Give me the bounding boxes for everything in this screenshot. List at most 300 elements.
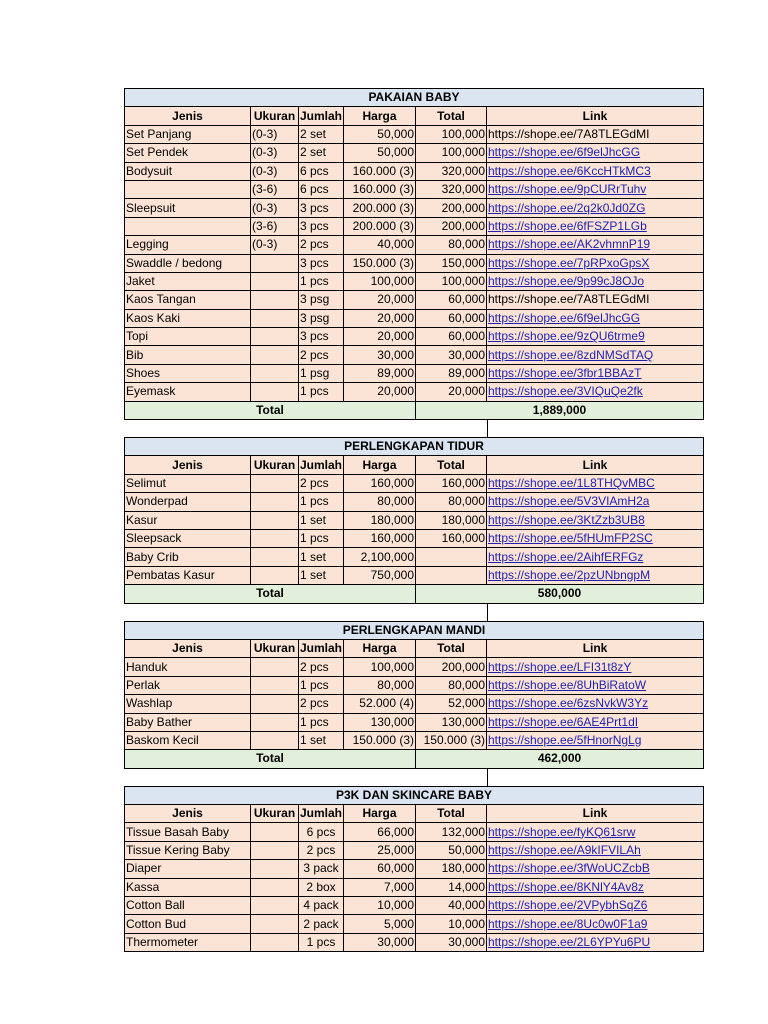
item-link[interactable]: https://shope.ee/2pzUNbngpM <box>488 567 651 582</box>
item-link-cell <box>487 713 704 731</box>
item-qty: 2 pcs <box>299 236 344 254</box>
item-link[interactable]: https://shope.ee/7A8TLEGdMI <box>488 292 650 307</box>
item-link[interactable]: https://shope.ee/6f9elJhcGG <box>488 310 641 325</box>
item-row <box>125 897 704 915</box>
section-gap <box>124 420 703 437</box>
item-price: 89,000 <box>344 364 416 382</box>
item-size <box>251 860 299 878</box>
item-name: Sleepsack <box>125 529 251 547</box>
item-name <box>125 180 251 198</box>
item-price: 20,000 <box>344 291 416 309</box>
total-label: Total <box>125 401 416 419</box>
item-row <box>125 291 704 309</box>
item-size <box>251 548 299 566</box>
column-header-link: Link <box>487 805 704 823</box>
item-name: Bib <box>125 346 251 364</box>
item-total: 200,000 <box>416 658 487 676</box>
item-row <box>125 272 704 290</box>
item-total: 320,000 <box>416 180 487 198</box>
item-link[interactable]: https://shope.ee/5fHUmFP2SC <box>488 531 653 546</box>
item-size <box>251 823 299 841</box>
item-total: 100,000 <box>416 272 487 290</box>
item-link-cell <box>487 841 704 859</box>
item-price: 60,000 <box>344 860 416 878</box>
item-link-cell <box>487 199 704 217</box>
item-link[interactable]: https://shope.ee/6AE4Prt1dI <box>488 714 639 729</box>
item-row <box>125 511 704 529</box>
column-header-jenis: Jenis <box>125 805 251 823</box>
section-table <box>124 88 704 420</box>
item-price: 160.000 (3) <box>344 180 416 198</box>
column-header-row <box>125 456 704 474</box>
item-name: Washlap <box>125 695 251 713</box>
item-size <box>251 529 299 547</box>
item-link-cell <box>487 346 704 364</box>
item-link[interactable]: https://shope.ee/2AihfERFGz <box>488 549 644 564</box>
item-total: 60,000 <box>416 328 487 346</box>
column-header-total: Total <box>416 456 487 474</box>
item-link-cell <box>487 309 704 327</box>
item-total: 150.000 (3) <box>416 731 487 749</box>
item-qty: 1 pcs <box>299 383 344 401</box>
spreadsheet <box>124 88 703 952</box>
item-qty: 1 set <box>299 548 344 566</box>
item-price: 180,000 <box>344 511 416 529</box>
item-total: 130,000 <box>416 713 487 731</box>
item-link-cell <box>487 897 704 915</box>
item-qty: 1 pcs <box>299 529 344 547</box>
item-price: 30,000 <box>344 933 416 951</box>
item-name: Baskom Kecil <box>125 731 251 749</box>
item-size: (0-3) <box>251 125 299 143</box>
item-price: 80,000 <box>344 676 416 694</box>
item-total: 80,000 <box>416 493 487 511</box>
item-qty: 3 pcs <box>299 254 344 272</box>
item-qty: 6 pcs <box>299 162 344 180</box>
item-price: 100,000 <box>344 658 416 676</box>
item-price: 2,100,000 <box>344 548 416 566</box>
item-name: Cotton Bud <box>125 915 251 933</box>
total-label: Total <box>125 585 416 603</box>
section-title: PERLENGKAPAN MANDI <box>125 621 704 639</box>
item-link-cell <box>487 217 704 235</box>
item-name: Kasur <box>125 511 251 529</box>
item-size <box>251 254 299 272</box>
total-value: 1,889,000 <box>416 401 704 419</box>
column-header-jumlah: Jumlah <box>299 456 344 474</box>
item-link-cell <box>487 474 704 492</box>
item-link-cell <box>487 878 704 896</box>
item-row <box>125 162 704 180</box>
item-name: Wonderpad <box>125 493 251 511</box>
item-qty: 1 set <box>299 511 344 529</box>
item-link[interactable]: https://shope.ee/8zdNMSdTAQ <box>488 347 654 362</box>
item-row <box>125 236 704 254</box>
item-link[interactable]: https://shope.ee/8Uc0w0F1a9 <box>488 916 648 931</box>
item-row <box>125 695 704 713</box>
item-price: 40,000 <box>344 236 416 254</box>
item-size <box>251 291 299 309</box>
item-size <box>251 511 299 529</box>
item-link[interactable]: https://shope.ee/6zsNvkW3Yz <box>488 696 649 711</box>
item-qty: 2 pcs <box>299 695 344 713</box>
item-link-cell <box>487 695 704 713</box>
item-total <box>416 548 487 566</box>
column-header-link: Link <box>487 639 704 657</box>
column-header-total: Total <box>416 107 487 125</box>
column-header-jumlah: Jumlah <box>299 639 344 657</box>
item-name: Pembatas Kasur <box>125 566 251 584</box>
item-link[interactable]: https://shope.ee/1L8THQvMBC <box>488 476 655 490</box>
column-header-harga: Harga <box>344 805 416 823</box>
item-link-cell <box>487 254 704 272</box>
item-qty: 3 pcs <box>299 328 344 346</box>
item-link-cell <box>487 731 704 749</box>
item-link-cell <box>487 272 704 290</box>
item-qty: 1 set <box>299 731 344 749</box>
item-row <box>125 383 704 401</box>
item-link-cell <box>487 162 704 180</box>
item-link-cell <box>487 529 704 547</box>
item-row <box>125 180 704 198</box>
item-link[interactable]: https://shope.ee/8KNlY4Av8z <box>488 879 644 894</box>
column-header-jenis: Jenis <box>125 456 251 474</box>
item-name: Diaper <box>125 860 251 878</box>
item-row <box>125 254 704 272</box>
item-qty: 3 pack <box>299 860 344 878</box>
column-header-total: Total <box>416 805 487 823</box>
item-name: Set Panjang <box>125 125 251 143</box>
section-gap <box>124 769 703 786</box>
section-table <box>124 437 704 604</box>
section-title-row <box>125 438 704 456</box>
item-row <box>125 144 704 162</box>
item-link[interactable]: https://shope.ee/7pRPxoGpsX <box>488 255 650 270</box>
section-title-row <box>125 621 704 639</box>
item-price: 130,000 <box>344 713 416 731</box>
item-link-cell <box>487 328 704 346</box>
item-total: 100,000 <box>416 125 487 143</box>
section-title: P3K DAN SKINCARE BABY <box>125 786 704 804</box>
item-link[interactable]: https://shope.ee/3KtZzb3UB8 <box>488 512 645 527</box>
item-name: Shoes <box>125 364 251 382</box>
item-link-cell <box>487 291 704 309</box>
item-row <box>125 676 704 694</box>
item-link[interactable]: https://shope.ee/5V3VIAmH2a <box>488 494 650 509</box>
item-total: 60,000 <box>416 291 487 309</box>
item-row <box>125 933 704 951</box>
section-table <box>124 621 704 769</box>
column-header-ukuran: Ukuran <box>251 456 299 474</box>
item-qty: 3 psg <box>299 291 344 309</box>
item-total: 20,000 <box>416 383 487 401</box>
item-link[interactable]: https://shope.ee/LFI31t8zY <box>488 659 632 674</box>
item-price: 25,000 <box>344 841 416 859</box>
item-link[interactable]: https://shope.ee/9pCURrTuhv <box>488 182 647 197</box>
item-row <box>125 346 704 364</box>
column-header-harga: Harga <box>344 456 416 474</box>
item-price: 160,000 <box>344 529 416 547</box>
item-name: Tissue Kering Baby <box>125 841 251 859</box>
item-link-cell <box>487 144 704 162</box>
item-total: 80,000 <box>416 676 487 694</box>
column-header-jenis: Jenis <box>125 639 251 657</box>
item-name: Handuk <box>125 658 251 676</box>
item-name: Kassa <box>125 878 251 896</box>
item-size <box>251 695 299 713</box>
item-qty: 4 pack <box>299 897 344 915</box>
item-row <box>125 217 704 235</box>
column-header-harga: Harga <box>344 639 416 657</box>
item-row <box>125 493 704 511</box>
item-size <box>251 474 299 492</box>
item-qty: 1 pcs <box>299 272 344 290</box>
item-size <box>251 364 299 382</box>
item-size <box>251 566 299 584</box>
item-name: Baby Crib <box>125 548 251 566</box>
item-total: 150,000 <box>416 254 487 272</box>
item-link[interactable]: https://shope.ee/6fFSZP1LGb <box>488 218 647 233</box>
section-title: PERLENGKAPAN TIDUR <box>125 438 704 456</box>
column-header-ukuran: Ukuran <box>251 639 299 657</box>
item-row <box>125 125 704 143</box>
item-link-cell <box>487 383 704 401</box>
item-size <box>251 878 299 896</box>
section-title-row <box>125 786 704 804</box>
section-title: PAKAIAN BABY <box>125 89 704 107</box>
item-price: 200.000 (3) <box>344 217 416 235</box>
item-link-cell <box>487 933 704 951</box>
item-row <box>125 841 704 859</box>
item-name: Swaddle / bedong <box>125 254 251 272</box>
item-size <box>251 841 299 859</box>
gap-border <box>487 604 488 621</box>
total-value: 462,000 <box>416 750 704 768</box>
item-link[interactable]: https://shope.ee/3fWoUCZcbB <box>488 861 650 876</box>
item-size <box>251 915 299 933</box>
gap-border <box>487 769 488 786</box>
item-link-cell <box>487 180 704 198</box>
item-row <box>125 658 704 676</box>
item-qty: 6 pcs <box>299 180 344 198</box>
column-header-harga: Harga <box>344 107 416 125</box>
item-size <box>251 676 299 694</box>
item-size <box>251 309 299 327</box>
section-gap <box>124 604 703 621</box>
item-size <box>251 933 299 951</box>
item-total: 200,000 <box>416 199 487 217</box>
item-link[interactable]: https://shope.ee/3fbr1BBAzT <box>488 366 642 381</box>
item-total: 200,000 <box>416 217 487 235</box>
item-size: (0-3) <box>251 144 299 162</box>
item-qty: 1 pcs <box>299 676 344 694</box>
item-link[interactable]: https://shope.ee/A9kIFVILAh <box>488 843 641 858</box>
item-name: Kaos Tangan <box>125 291 251 309</box>
item-total: 10,000 <box>416 915 487 933</box>
item-total: 132,000 <box>416 823 487 841</box>
total-row <box>125 401 704 419</box>
item-price: 20,000 <box>344 328 416 346</box>
item-name: Jaket <box>125 272 251 290</box>
item-total: 180,000 <box>416 511 487 529</box>
item-price: 160,000 <box>344 474 416 492</box>
item-size <box>251 658 299 676</box>
item-link[interactable]: https://shope.ee/9p99cJ8OJo <box>488 274 645 289</box>
item-link[interactable]: https://shope.ee/9zQU6trme9 <box>488 329 645 344</box>
item-row <box>125 474 704 492</box>
item-row <box>125 548 704 566</box>
item-size <box>251 328 299 346</box>
item-qty: 2 pcs <box>299 346 344 364</box>
section-table <box>124 786 704 953</box>
item-size: (3-6) <box>251 217 299 235</box>
item-total: 89,000 <box>416 364 487 382</box>
item-name: Bodysuit <box>125 162 251 180</box>
item-total <box>416 566 487 584</box>
item-row <box>125 364 704 382</box>
item-link-cell <box>487 860 704 878</box>
item-link-cell <box>487 566 704 584</box>
item-total: 14,000 <box>416 878 487 896</box>
item-total: 60,000 <box>416 309 487 327</box>
item-link[interactable]: https://shope.ee/5fHnorNgLg <box>488 733 642 748</box>
item-qty: 2 set <box>299 125 344 143</box>
item-price: 30,000 <box>344 346 416 364</box>
item-price: 160.000 (3) <box>344 162 416 180</box>
item-row <box>125 566 704 584</box>
item-link[interactable]: https://shope.ee/8UhBiRatoW <box>488 677 647 692</box>
item-link[interactable]: https://shope.ee/3VIQuQe2fk <box>488 384 643 399</box>
item-price: 52.000 (4) <box>344 695 416 713</box>
item-price: 100,000 <box>344 272 416 290</box>
item-qty: 1 set <box>299 566 344 584</box>
item-link-cell <box>487 364 704 382</box>
item-link-cell <box>487 493 704 511</box>
item-link[interactable]: https://shope.ee/2q2k0Jd0ZG <box>488 200 646 215</box>
item-row <box>125 309 704 327</box>
item-qty: 3 pcs <box>299 199 344 217</box>
item-size: (0-3) <box>251 236 299 254</box>
item-qty: 2 pcs <box>299 658 344 676</box>
item-name: Set Pendek <box>125 144 251 162</box>
item-link[interactable]: https://shope.ee/AK2vhmnP19 <box>488 237 651 252</box>
item-total: 100,000 <box>416 144 487 162</box>
item-link-cell <box>487 676 704 694</box>
total-label: Total <box>125 750 416 768</box>
item-total: 40,000 <box>416 897 487 915</box>
column-header-ukuran: Ukuran <box>251 107 299 125</box>
item-row <box>125 915 704 933</box>
item-row <box>125 199 704 217</box>
item-size <box>251 731 299 749</box>
item-total: 180,000 <box>416 860 487 878</box>
item-total: 50,000 <box>416 841 487 859</box>
item-row <box>125 878 704 896</box>
item-price: 5,000 <box>344 915 416 933</box>
item-price: 66,000 <box>344 823 416 841</box>
item-name: Tissue Basah Baby <box>125 823 251 841</box>
item-price: 80,000 <box>344 493 416 511</box>
item-name: Legging <box>125 236 251 254</box>
item-price: 20,000 <box>344 383 416 401</box>
item-qty: 3 pcs <box>299 217 344 235</box>
item-size <box>251 897 299 915</box>
item-name: Selimut <box>125 474 251 492</box>
item-size <box>251 272 299 290</box>
item-size: (3-6) <box>251 180 299 198</box>
item-name: Kaos Kaki <box>125 309 251 327</box>
item-price: 150.000 (3) <box>344 254 416 272</box>
item-row <box>125 328 704 346</box>
item-qty: 2 box <box>299 878 344 896</box>
gap-border <box>487 420 488 437</box>
column-header-link: Link <box>487 107 704 125</box>
item-link-cell <box>487 548 704 566</box>
item-name: Cotton Ball <box>125 897 251 915</box>
item-link[interactable]: https://shope.ee/7A8TLEGdMI <box>488 126 650 141</box>
total-value: 580,000 <box>416 585 704 603</box>
item-qty: 1 psg <box>299 364 344 382</box>
column-header-link: Link <box>487 456 704 474</box>
item-row <box>125 860 704 878</box>
item-size <box>251 383 299 401</box>
item-price: 200.000 (3) <box>344 199 416 217</box>
item-qty: 1 pcs <box>299 493 344 511</box>
item-qty: 3 psg <box>299 309 344 327</box>
total-row <box>125 750 704 768</box>
item-total: 30,000 <box>416 933 487 951</box>
item-link-cell <box>487 511 704 529</box>
item-link[interactable]: https://shope.ee/2VPybhSqZ6 <box>488 898 648 913</box>
item-total: 160,000 <box>416 529 487 547</box>
item-price: 150.000 (3) <box>344 731 416 749</box>
item-link-cell <box>487 658 704 676</box>
column-header-jenis: Jenis <box>125 107 251 125</box>
item-link[interactable]: https://shope.ee/6KccHTkMC3 <box>488 163 651 178</box>
item-link[interactable]: https://shope.ee/6f9elJhcGG <box>488 145 641 160</box>
item-link-cell <box>487 915 704 933</box>
item-price: 50,000 <box>344 125 416 143</box>
item-qty: 1 pcs <box>299 713 344 731</box>
item-qty: 1 pcs <box>299 933 344 951</box>
item-qty: 6 pcs <box>299 823 344 841</box>
column-header-jumlah: Jumlah <box>299 805 344 823</box>
item-price: 20,000 <box>344 309 416 327</box>
item-link[interactable]: https://shope.ee/fyKQ61srw <box>488 824 636 839</box>
item-size <box>251 493 299 511</box>
column-header-total: Total <box>416 639 487 657</box>
total-row <box>125 585 704 603</box>
item-price: 10,000 <box>344 897 416 915</box>
item-total: 30,000 <box>416 346 487 364</box>
item-price: 750,000 <box>344 566 416 584</box>
item-qty: 2 pcs <box>299 841 344 859</box>
item-total: 80,000 <box>416 236 487 254</box>
item-name: Thermometer <box>125 933 251 951</box>
section-title-row <box>125 89 704 107</box>
item-name <box>125 217 251 235</box>
item-row <box>125 529 704 547</box>
item-size: (0-3) <box>251 162 299 180</box>
item-size: (0-3) <box>251 199 299 217</box>
item-row <box>125 731 704 749</box>
item-link[interactable]: https://shope.ee/2L6YPYu6PU <box>488 934 651 949</box>
column-header-ukuran: Ukuran <box>251 805 299 823</box>
item-qty: 2 pack <box>299 915 344 933</box>
item-name: Topi <box>125 328 251 346</box>
item-row <box>125 713 704 731</box>
item-total: 320,000 <box>416 162 487 180</box>
